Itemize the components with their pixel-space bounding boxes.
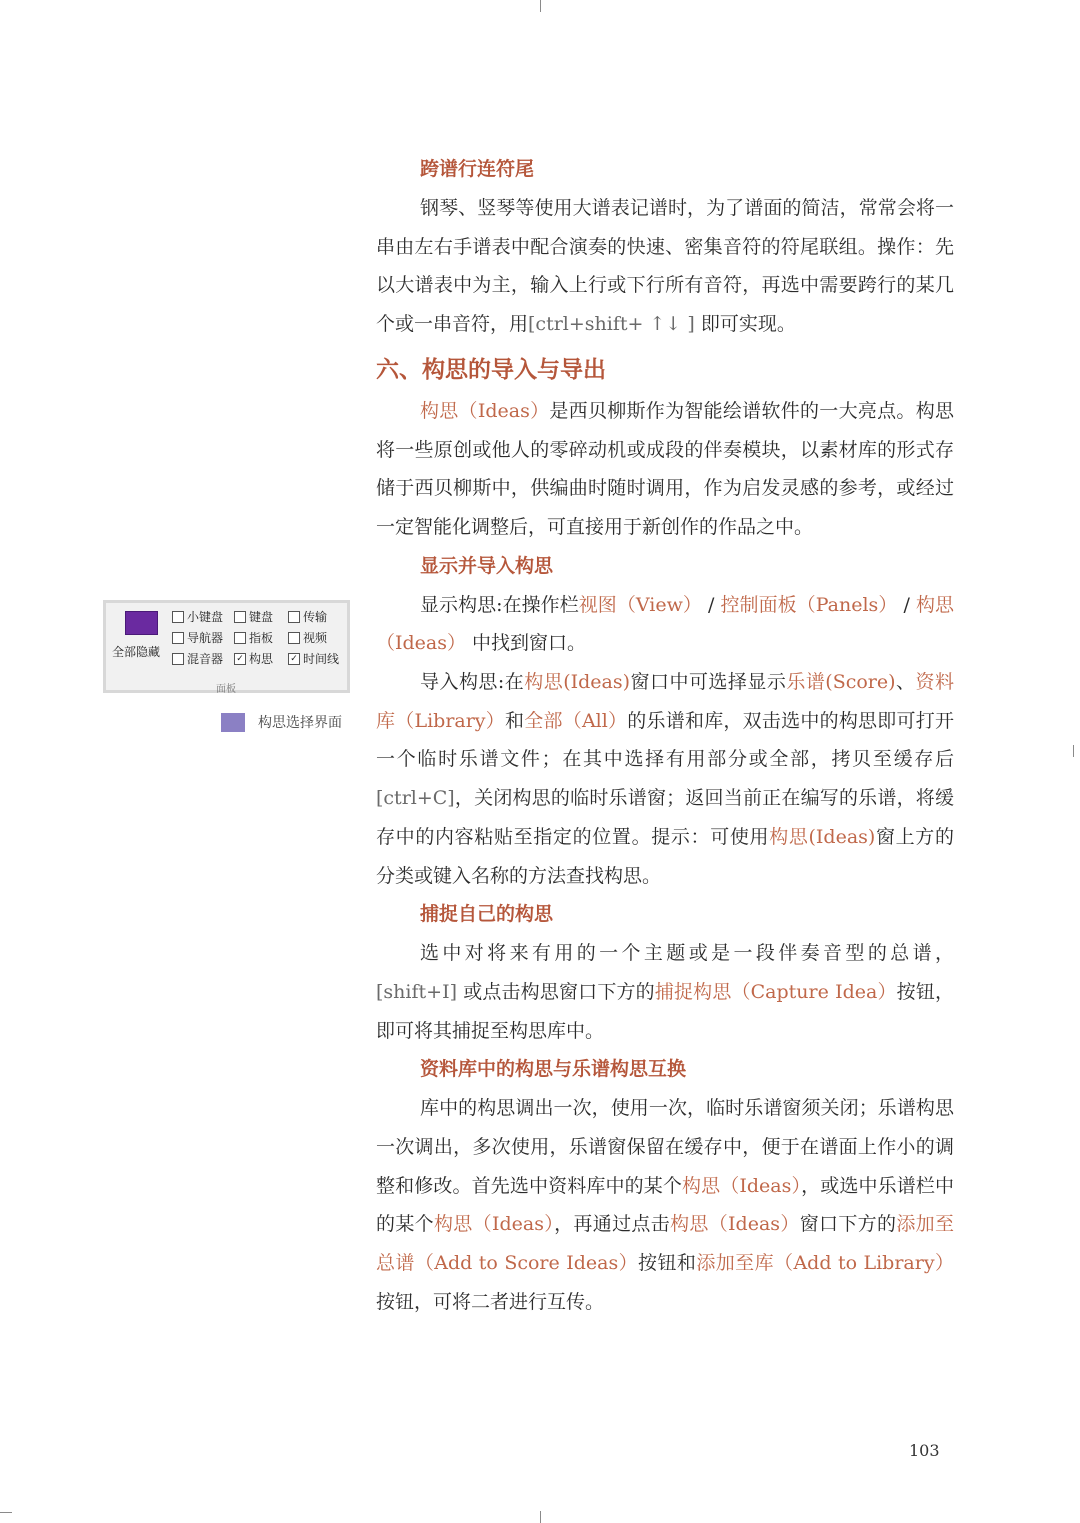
panel-options-grid (172, 608, 348, 667)
paragraph (376, 1089, 954, 1321)
subheading-exchange: 资料库中的构思与乐谱构思互换 (420, 1058, 687, 1081)
highlight-term: 视图（View） (578, 593, 702, 616)
figure-legend (221, 712, 342, 732)
panel-option (288, 629, 348, 646)
checkbox-icon (288, 611, 300, 623)
checkbox-icon (234, 632, 246, 644)
paragraph (376, 586, 954, 663)
checkbox-icon (172, 611, 184, 623)
shortcut-text: [ctrl+shift+ ↑↓ ] (528, 313, 695, 336)
highlight-term: 乐谱(Score) (786, 671, 896, 694)
text-run: 即可实现。 (694, 313, 796, 336)
main-text (376, 150, 954, 1322)
shortcut-text: [shift+I] (376, 980, 457, 1003)
text-run: 按钮和 (638, 1252, 697, 1275)
text-run: 钢琴、竖琴等使用大谱表记谱时，为了谱面的简洁，常常会将一串由左右手谱表中配合演奏的快速、密集音符的符尾联组。操作：先以大谱表中为主，输入上行或下行所有音符，再选中需要跨行的某几个或一串音符，用 (376, 197, 954, 336)
text-run: 窗口中可选择显示 (630, 671, 787, 694)
text-run: / (701, 593, 721, 616)
panel-option (234, 629, 288, 646)
text-run: 和 (505, 709, 525, 732)
checkbox-icon (288, 632, 300, 644)
highlight-term: 构思（Ideas） (376, 593, 954, 655)
highlight-term: 构思（Ideas） (681, 1174, 802, 1197)
text-run: 按钮，可将二者进行互传。 (376, 1290, 605, 1313)
panel-option (288, 608, 348, 625)
highlight-term: 构思(Ideas) (524, 671, 631, 694)
highlight-term: 全部（All） (524, 709, 628, 732)
text-run: 导入构思:在 (420, 671, 525, 694)
subheading-cross-staff: 跨谱行连符尾 (420, 158, 535, 180)
panel-option-label: 传输 (303, 610, 328, 624)
shortcut-text: [ctrl+C] (376, 787, 455, 810)
panel-option-label: 视频 (303, 631, 328, 645)
crop-mark (1073, 745, 1074, 757)
checkbox-icon (172, 632, 184, 644)
checkbox-icon (234, 611, 246, 623)
highlight-term: 添加至总谱（Add to Score Ideas） (376, 1213, 954, 1275)
panel-option (172, 608, 234, 625)
panel-option-label: 指板 (249, 631, 274, 645)
page-number: 103 (909, 1441, 940, 1460)
text-run: 选中对将来有用的一个主题或是一段伴奏音型的总谱， (420, 942, 954, 965)
panel-option-label: 时间线 (303, 652, 340, 666)
panel-option-label: 构思 (249, 652, 274, 666)
panel-option-label: 导航器 (187, 631, 224, 645)
text-run: 库中的构思调出一次，使用一次，临时乐谱窗须关闭；乐谱构思一次调出，多次使用，乐谱窗保留在缓存中，便于在谱面上作小的调整和修改。首先选中资料库中的某个 (376, 1097, 954, 1197)
section-heading-ideas: 六、构思的导入与导出 (376, 356, 606, 383)
legend-label: 构思选择界面 (258, 715, 342, 731)
text-run: / (897, 593, 916, 616)
checked-checkbox-icon: ✓ (288, 653, 300, 665)
highlight-term: 构思（Ideas） (420, 399, 550, 422)
panel-option (172, 650, 234, 667)
panel-option (288, 650, 348, 667)
text-run: 显示构思:在操作栏 (420, 593, 579, 616)
panel-option-label: 小键盘 (187, 610, 224, 624)
text-run: 或点击构思窗口下方的 (456, 980, 655, 1003)
crop-mark (540, 0, 541, 12)
panel-option (172, 629, 234, 646)
panel-color-swatch (125, 611, 158, 635)
text-run: ，再通过点击 (554, 1213, 671, 1236)
text-run: 窗上方的分类或键入名称的方法查找构思。 (376, 825, 954, 887)
text-run: ，或选中乐谱栏中的某个 (376, 1174, 954, 1236)
text-run: 窗口下方的 (799, 1213, 897, 1236)
panel-option (234, 608, 288, 625)
paragraph (376, 934, 954, 1050)
highlight-term: 构思（Ideas） (670, 1213, 800, 1236)
paragraph (376, 663, 954, 895)
panel-option-label: 键盘 (249, 610, 274, 624)
crop-mark (540, 1511, 541, 1523)
checked-checkbox-icon: ✓ (234, 653, 246, 665)
text-run: 按钮，即可将其捕捉至构思库中。 (376, 980, 954, 1042)
text-run: 的乐谱和库，双击选中的构思即可打开一个临时乐谱文件；在其中选择有用部分或全部，拷贝至缓存后 (376, 709, 954, 771)
crop-mark (0, 1512, 12, 1513)
highlight-term: 捕捉构思（Capture Idea） (654, 980, 897, 1003)
highlight-term: 资料库（Library） (376, 671, 954, 732)
text-run: 、 (895, 671, 916, 694)
panel-caption: 面板 (216, 684, 236, 695)
highlight-term: 构思(Ideas) (769, 825, 876, 848)
text-run: 是西贝柳斯作为智能绘谱软件的一大亮点。构思将一些原创或他人的零碎动机或成段的伴奏模块，以素材库的形式存储于西贝柳斯中，供编曲时随时调用，作为启发灵感的参考，或经过一定智能化调整后，可直接用于新创作的作品之中。 (376, 399, 954, 538)
text-run: ，关闭构思的临时乐谱窗；返回当前正在编写的乐谱，将缓存中的内容粘贴至指定的位置。提示：可使用 (376, 787, 954, 848)
panel-option-label: 混音器 (187, 652, 224, 666)
highlight-term: 添加至库（Add to Library） (696, 1252, 954, 1275)
legend-swatch (221, 713, 245, 732)
hide-all-label: 全部隐藏 (112, 645, 161, 659)
highlight-term: 构思（Ideas） (433, 1213, 555, 1236)
subheading-capture: 捕捉自己的构思 (420, 903, 554, 926)
highlight-term: 控制面板（Panels） (720, 593, 898, 616)
checkbox-icon (172, 653, 184, 665)
paragraph (376, 189, 954, 344)
text-run: 中找到窗口。 (466, 632, 587, 655)
paragraph (376, 392, 954, 547)
panel-option (234, 650, 288, 667)
subheading-show-import: 显示并导入构思 (420, 554, 554, 577)
